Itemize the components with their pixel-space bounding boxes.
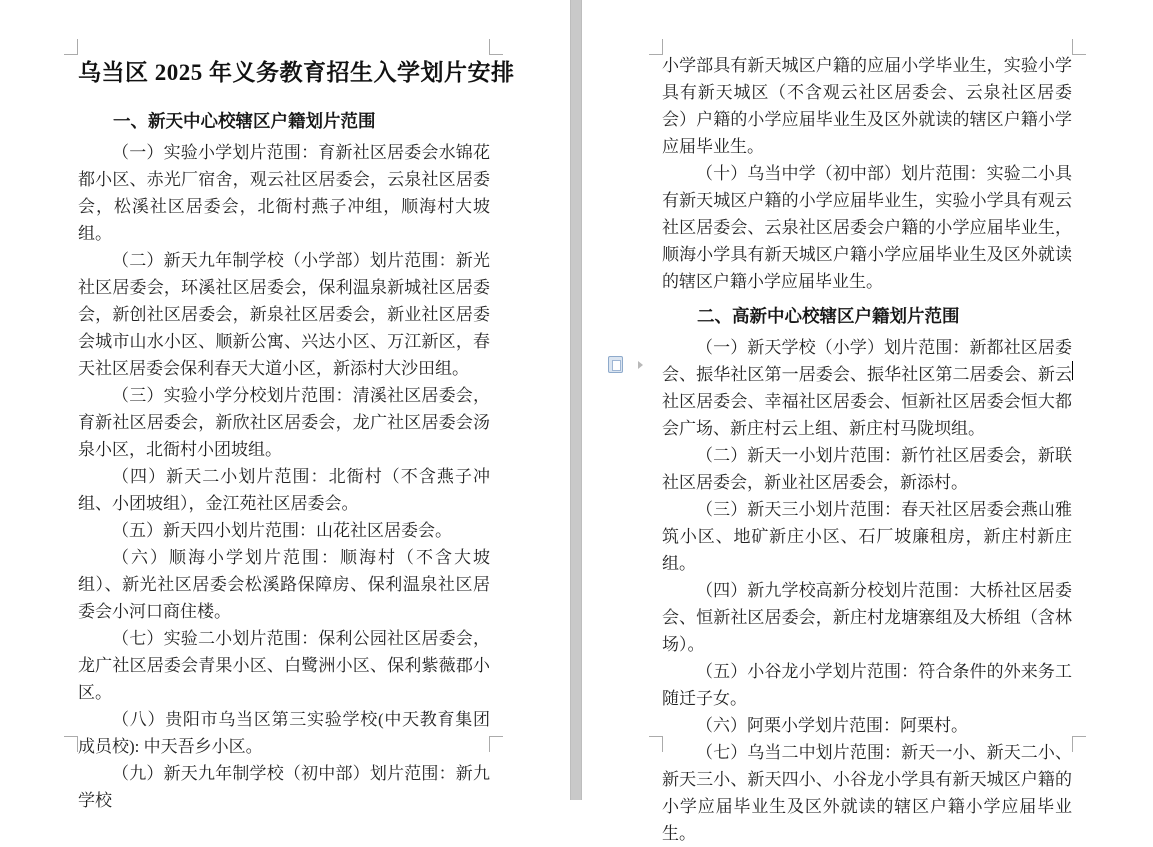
- paragraph-1-10[interactable]: （十）乌当中学（初中部）划片范围：实验二小具有新天城区户籍的小学应届毕业生，实验小学具有观云社区居委会、云泉社区居委会户籍的小学应届毕业生，顺海小学具有新天城区户籍小学应届毕业生及区外就读的辖区户籍小学应届毕业生。: [662, 164, 1072, 291]
- paragraph-1-8[interactable]: （八）贵阳市乌当区第三实验学校(中天教育集团成员校): 中天吾乡小区。: [78, 710, 490, 756]
- crop-mark-icon: [1072, 736, 1086, 752]
- paragraph-2-6[interactable]: （六）阿栗小学划片范围：阿栗村。: [696, 716, 968, 735]
- paragraph-1-2[interactable]: （二）新天九年制学校（小学部）划片范围：新光社区居委会，环溪社区居委会，保利温泉新城社区居委会，新创社区居委会，新泉社区居委会，新业社区居委会城市山水小区、顺新公寓、兴达小区、万江新区，春天社区居委会保利春天大道小区，新添村大沙田组。: [78, 251, 490, 378]
- paragraph-2-3[interactable]: （三）新天三小划片范围：春天社区居委会燕山雅筑小区、地矿新庄小区、石厂坡廉租房，新庄村新庄组。: [662, 500, 1072, 573]
- crop-mark-icon: [1072, 39, 1086, 55]
- crop-mark-icon: [489, 39, 503, 55]
- page-1[interactable]: [0, 0, 570, 810]
- paragraph-1-6[interactable]: （六）顺海小学划片范围：顺海村（不含大坡组）、新光社区居委会松溪路保障房、保利温泉社区居委会小河口商住楼。: [78, 548, 490, 621]
- paragraph-1-5[interactable]: （五）新天四小划片范围：山花社区居委会。: [112, 521, 452, 540]
- paragraph-1-9-continued[interactable]: 小学部具有新天城区户籍的应届小学毕业生，实验小学具有新天城区（不含观云社区居委会、云泉社区居委会）户籍的小学应届毕业生及区外就读的辖区户籍小学应届毕业生。: [662, 56, 1072, 156]
- paste-options-icon[interactable]: [608, 356, 623, 373]
- page-2-text-area[interactable]: [662, 52, 1072, 847]
- text-cursor: [1072, 361, 1073, 380]
- crop-mark-icon: [649, 736, 663, 752]
- document-title: 乌当区 2025 年义务教育招生入学划片安排: [78, 60, 515, 85]
- paragraph-2-5[interactable]: （五）小谷龙小学划片范围：符合条件的外来务工随迁子女。: [662, 662, 1072, 708]
- section-1-heading: 一、新天中心校辖区户籍划片范围: [113, 111, 376, 131]
- chevron-right-icon[interactable]: [638, 361, 643, 369]
- crop-mark-icon: [64, 736, 78, 752]
- paragraph-2-7[interactable]: （七）乌当二中划片范围：新天一小、新天二小、新天三小、新天四小、小谷龙小学具有新天城区户籍的小学应届毕业生及区外就读的辖区户籍小学应届毕业生。: [662, 743, 1072, 843]
- crop-mark-icon: [64, 39, 78, 55]
- paragraph-1-9[interactable]: （九）新天九年制学校（初中部）划片范围：新九学校: [78, 764, 490, 810]
- paragraph-2-2[interactable]: （二）新天一小划片范围：新竹社区居委会，新联社区居委会，新业社区居委会，新添村。: [662, 446, 1072, 492]
- paragraph-1-7[interactable]: （七）实验二小划片范围：保利公园社区居委会，龙广社区居委会青果小区、白鹭洲小区、保利紫薇郡小区。: [78, 629, 490, 702]
- crop-mark-icon: [649, 39, 663, 55]
- paragraph-2-4[interactable]: （四）新九学校高新分校划片范围：大桥社区居委会、恒新社区居委会，新庄村龙塘寨组及大桥组（含林场）。: [662, 581, 1072, 654]
- page-1-text-area[interactable]: [78, 50, 515, 814]
- paragraph-2-1[interactable]: （一）新天学校（小学）划片范围：新都社区居委会、振华社区第一居委会、振华社区第二居委会、新云社区居委会、幸福社区居委会、恒新社区居委会恒大都会广场、新庄村云上组、新庄村马陇坝组。: [662, 338, 1072, 438]
- section-2-heading: 二、高新中心校辖区户籍划片范围: [697, 306, 960, 326]
- page-2[interactable]: [582, 0, 1153, 843]
- paragraph-1-4[interactable]: （四）新天二小划片范围：北衙村（不含燕子冲组、小团坡组），金江苑社区居委会。: [78, 467, 490, 513]
- paragraph-1-1[interactable]: （一）实验小学划片范围：育新社区居委会水锦花都小区、赤光厂宿舍，观云社区居委会，云泉社区居委会，松溪社区居委会，北衙村燕子冲组，顺海村大坡组。: [78, 143, 490, 243]
- page-gap: [570, 0, 582, 800]
- paragraph-1-3[interactable]: （三）实验小学分校划片范围：清溪社区居委会，育新社区居委会，新欣社区居委会，龙广社区居委会汤泉小区，北衙村小团坡组。: [78, 386, 490, 459]
- crop-mark-icon: [489, 736, 503, 752]
